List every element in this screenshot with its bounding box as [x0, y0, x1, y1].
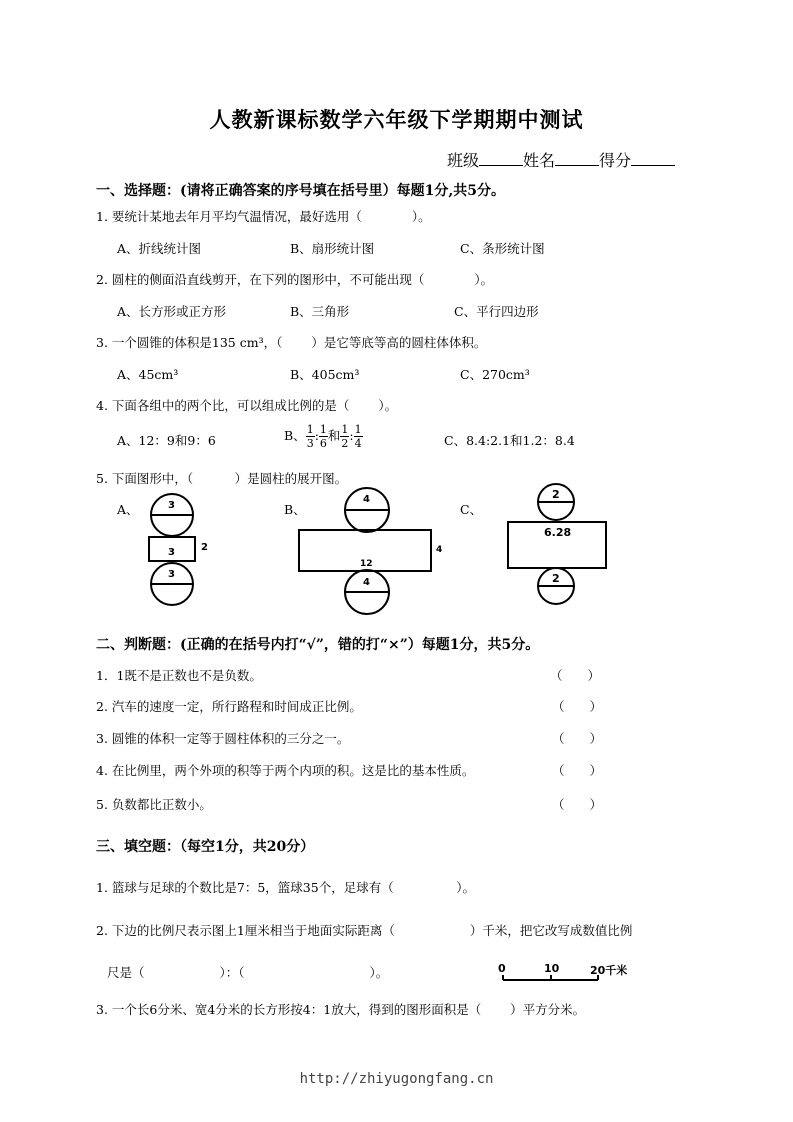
scale-tick-20km: 20千米	[590, 964, 628, 977]
footer-url[interactable]: http://zhiyugongfang.cn	[299, 1071, 494, 1087]
q1-2-option-b: B、三角形	[290, 304, 350, 319]
judge-item-2-paren[interactable]: （ ）	[552, 699, 603, 714]
numerator: 1	[306, 423, 314, 436]
colon: :	[314, 428, 319, 443]
class-label: 班级	[447, 151, 480, 170]
section-3-heading: 三、填空题：（每空1分，共20分）	[96, 839, 315, 855]
fill-q2-line2: 尺是（ ）：（ ）。	[107, 965, 389, 980]
judge-item-1: 1．1既不是正数也不是负数。	[96, 668, 262, 683]
denominator: 6	[319, 437, 327, 450]
denominator: 4	[354, 437, 362, 450]
q1-1-option-a: A、折线统计图	[117, 241, 202, 256]
net-c-top-label: 2	[552, 488, 560, 501]
q1-2-option-a: A、长方形或正方形	[117, 304, 227, 319]
q1-2-option-c: C、平行四边形	[454, 304, 539, 319]
fill-q3: 3. 一个长6分米、宽4分米的长方形按4：1放大，得到的图形面积是（ ）平方分米。	[96, 1002, 586, 1017]
q1-4-option-a: A、12：9和9：6	[117, 433, 216, 448]
net-c-bottom-label: 2	[552, 572, 560, 585]
q1-4-option-c: C、8.4:2.1和1.2：8.4	[444, 433, 575, 448]
page-title: 人教新课标数学六年级下学期期中测试	[209, 107, 584, 132]
numerator: 1	[319, 423, 327, 436]
q1-5-text: 5. 下面图形中，（ ）是圆柱的展开图。	[96, 471, 348, 486]
scale-tick-0: 0	[498, 962, 506, 975]
net-c-rect-label: 6.28	[544, 526, 572, 539]
fill-q2-line1: 2. 下边的比例尺表示图上1厘米相当于地面实际距离（ ）千米，把它改写成数值比例	[96, 923, 633, 938]
net-a-bottom-label: 3	[168, 569, 175, 580]
denominator: 2	[341, 437, 349, 450]
judge-item-4: 4. 在比例里，两个外项的积等于两个内项的积。这是比的基本性质。	[96, 763, 475, 778]
net-b-bottom-label: 4	[363, 577, 370, 588]
q1-4-b-prefix: B、	[284, 428, 306, 443]
denominator: 3	[306, 437, 314, 450]
q1-3-option-c: C、270cm³	[460, 367, 530, 382]
q1-1-option-c: C、条形统计图	[460, 241, 545, 256]
q1-5-option-c: C、	[460, 502, 483, 517]
q1-1-text: 1. 要统计某地去年月平均气温情况，最好选用（ ）。	[96, 209, 431, 224]
q1-1-option-b: B、扇形统计图	[290, 241, 375, 256]
net-c	[508, 484, 606, 604]
scale-tick-10: 10	[544, 962, 560, 975]
numerator: 1	[354, 423, 362, 436]
numerator: 1	[341, 423, 349, 436]
net-b-rect-label: 12	[360, 559, 373, 569]
q1-3-option-b: B、405cm³	[290, 367, 360, 382]
judge-item-3-paren[interactable]: （ ）	[552, 731, 603, 746]
net-b-top-label: 4	[363, 494, 370, 505]
net-a-rect-label: 3	[168, 547, 175, 558]
judge-item-5-paren[interactable]: （ ）	[552, 797, 603, 812]
q1-2-text: 2. 圆柱的侧面沿直线剪开，在下列的图形中，不可能出现（ ）。	[96, 272, 494, 287]
q1-3-option-a: A、45cm³	[117, 367, 179, 382]
net-a-top-label: 3	[168, 500, 175, 511]
judge-item-1-paren[interactable]: （ ）	[550, 668, 601, 683]
and-word: 和	[327, 428, 341, 443]
judge-item-4-paren[interactable]: （ ）	[552, 763, 603, 778]
section-2-heading: 二、判断题：(正确的在括号内打“√”，错的打“×”）每题1分，共5分。	[96, 637, 540, 653]
net-b	[299, 488, 431, 614]
name-label: 姓名	[523, 151, 556, 170]
net-a-side-label: 2	[201, 542, 208, 553]
q1-5-option-b: B、	[284, 502, 306, 517]
judge-item-3: 3. 圆锥的体积一定等于圆柱体积的三分之一。	[96, 731, 350, 746]
judge-item-5: 5. 负数都比正数小。	[96, 797, 212, 812]
section-1-heading: 一、选择题：(请将正确答案的序号填在括号里）每题1分,共5分。	[96, 183, 505, 199]
scale-bar	[503, 975, 598, 980]
fill-q1: 1. 篮球与足球的个数比是7：5，篮球35个，足球有（ ）。	[96, 880, 475, 895]
score-label: 得分	[599, 151, 632, 170]
q1-3-text: 3. 一个圆锥的体积是135 cm³，（ ）是它等底等高的圆柱体体积。	[96, 335, 487, 350]
q1-4-text: 4. 下面各组中的两个比，可以组成比例的是（ ）。	[96, 398, 398, 413]
net-b-side-label: 4	[436, 545, 443, 555]
judge-item-2: 2. 汽车的速度一定，所行路程和时间成正比例。	[96, 699, 362, 714]
colon: :	[349, 428, 354, 443]
q1-5-option-a: A、	[117, 502, 139, 517]
